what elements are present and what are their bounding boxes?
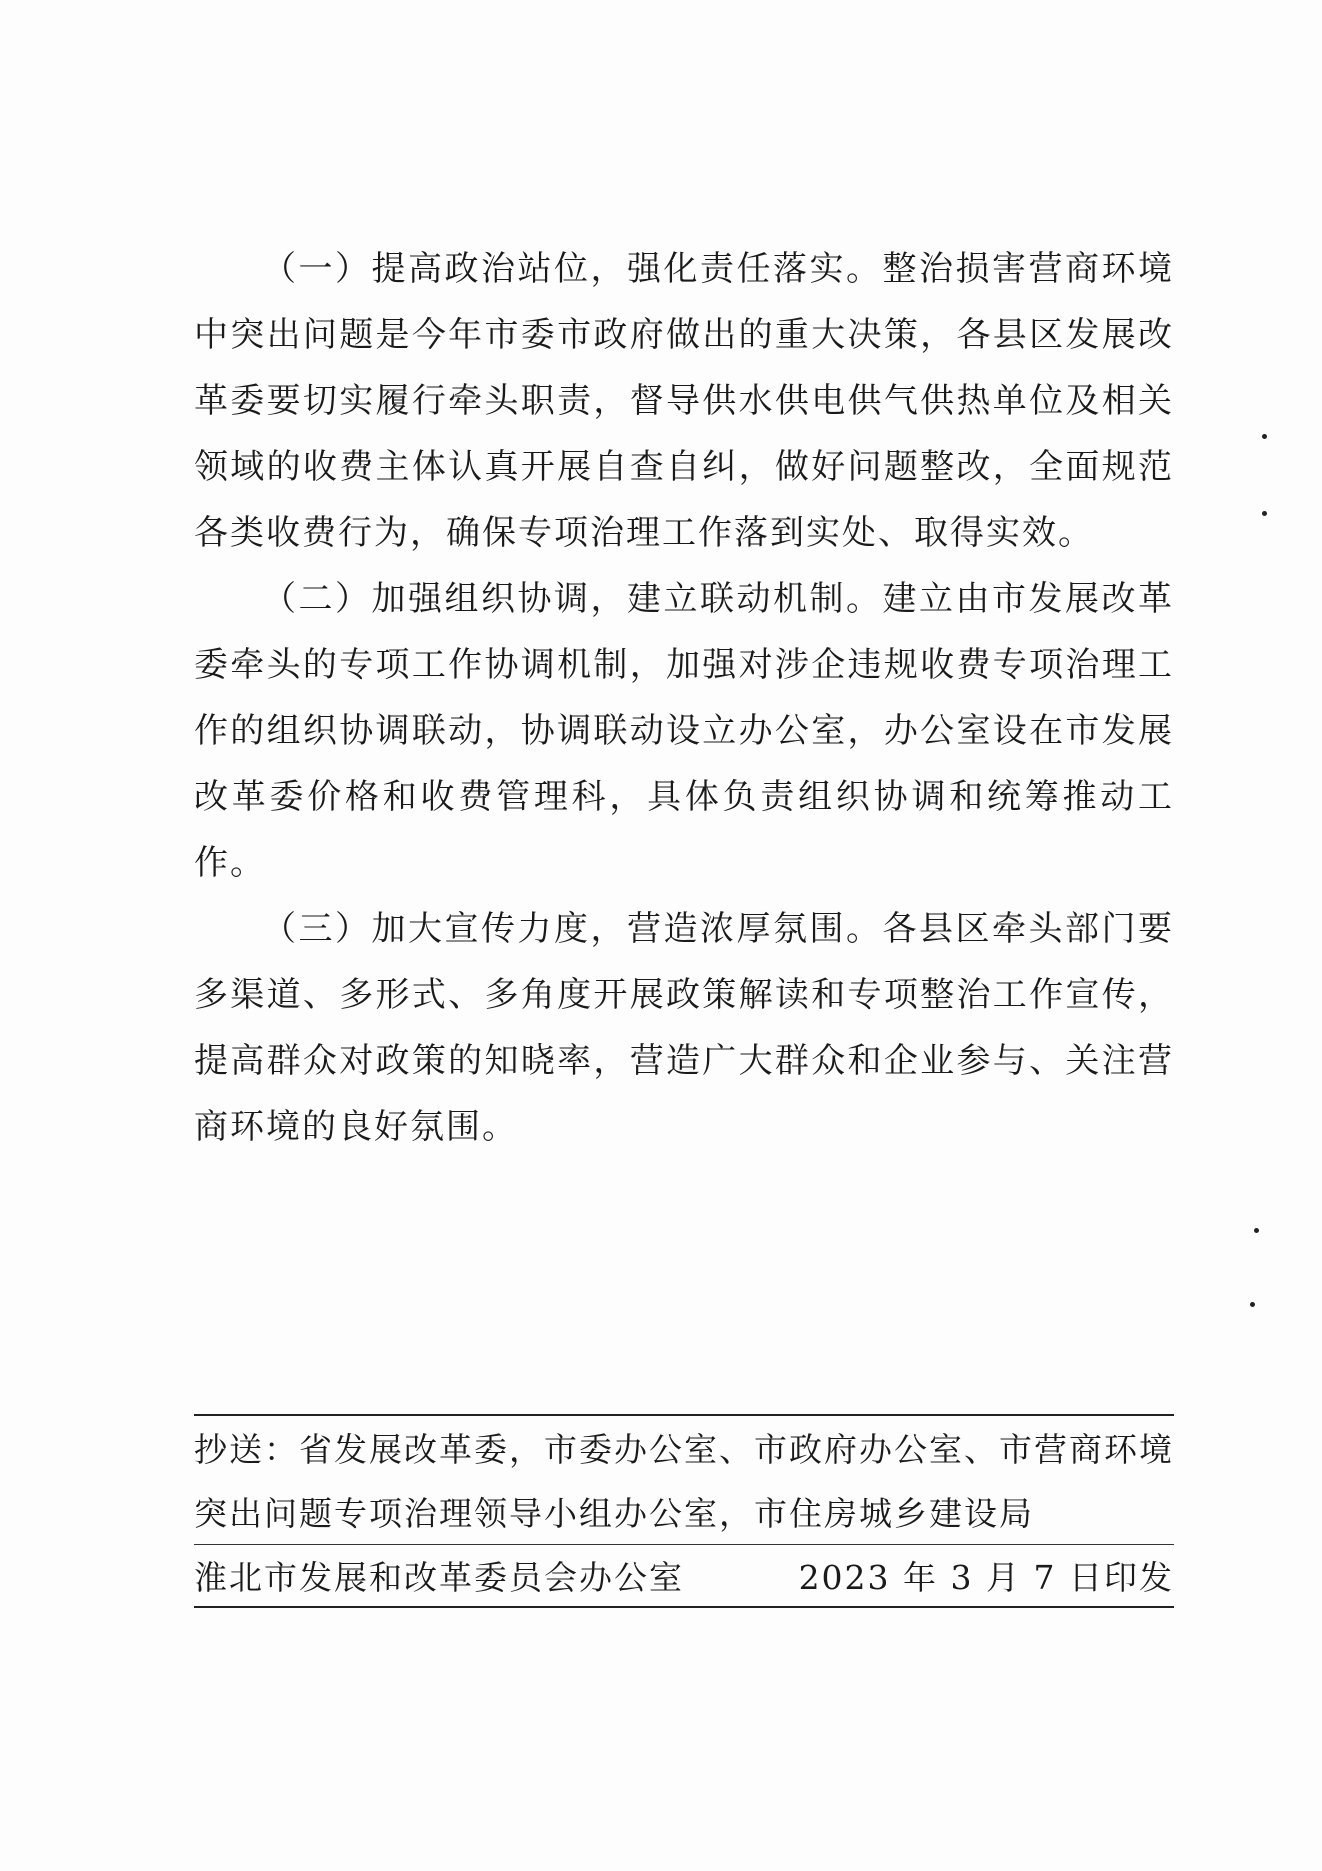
- paragraph-1: [194, 236, 1174, 566]
- paragraph-3-text: 各县区牵头部门要多渠道、多形式、多角度开展政策解读和专项整治工作宣传，提高群众对政策的知晓率，营造广大群众和企业参与、关注营商环境的良好氛围。: [194, 909, 1174, 1147]
- issuer-row: [194, 1546, 1174, 1610]
- document-body: [194, 236, 1174, 1160]
- paragraph-1-heading: （一）提高政治站位，强化责任落实。: [262, 249, 883, 289]
- scan-speck: [1262, 511, 1267, 516]
- footer-middle-rule: [194, 1544, 1174, 1545]
- paragraph-2-heading: （二）加强组织协调，建立联动机制。: [262, 579, 883, 619]
- scan-speck: [1250, 1302, 1255, 1307]
- cc-line-2: 突出问题专项治理领导小组办公室，市住房城乡建设局: [194, 1494, 1034, 1533]
- scan-speck: [1262, 434, 1267, 439]
- paragraph-3: [194, 896, 1174, 1160]
- issue-date: 2023 年 3 月 7 日印发: [798, 1558, 1174, 1597]
- cc-list: [194, 1418, 1174, 1546]
- issuer-name: 淮北市发展和改革委员会办公室: [194, 1558, 684, 1597]
- footer-bottom-rule: [194, 1606, 1174, 1608]
- cc-line-1: 抄送：省发展改革委，市委办公室、市政府办公室、市营商环境: [194, 1430, 1174, 1469]
- paragraph-3-heading: （三）加大宣传力度，营造浓厚氛围。: [262, 909, 883, 949]
- paragraph-1-text: 整治损害营商环境中突出问题是今年市委市政府做出的重大决策，各县区发展改革委要切实履行牵头职责，督导供水供电供气供热单位及相关领域的收费主体认真开展自查自纠，做好问题整改，全面规范各类收费行为，确保专项治理工作落到实处、取得实效。: [194, 249, 1174, 553]
- paragraph-2-text: 建立由市发展改革委牵头的专项工作协调机制，加强对涉企违规收费专项治理工作的组织协调联动，协调联动设立办公室，办公室设在市发展改革委价格和收费管理科，具体负责组织协调和统筹推动工作。: [194, 579, 1174, 883]
- footer-top-rule: [194, 1414, 1174, 1416]
- paragraph-2: [194, 566, 1174, 896]
- scan-speck: [1254, 1228, 1259, 1233]
